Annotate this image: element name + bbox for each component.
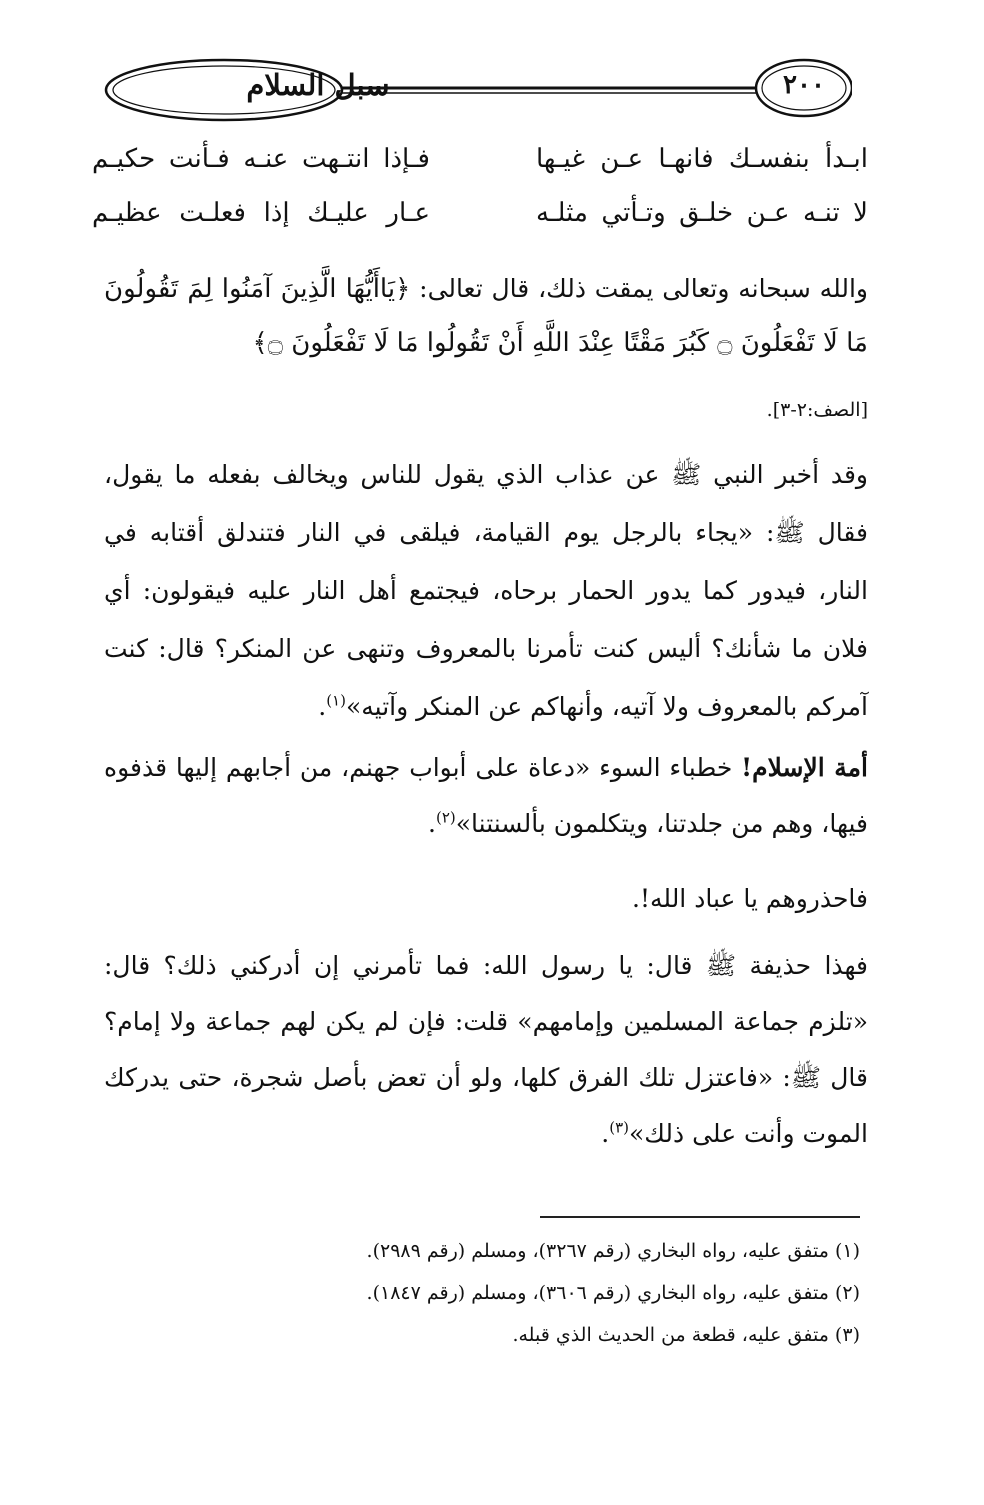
paragraph-warning (104, 740, 868, 852)
quran-verse: ﴿يَاأَيُّهَا الَّذِينَ آمَنُوا لِمَ تَقُولُونَ مَا لَا تَفْعَلُونَ ۝ كَبُرَ مَقْتًا عِنْدَ اللَّهِ أَنْ تَقُولُوا مَا لَا تَفْعَلُونَ ۝﴾ (104, 274, 868, 358)
poem-hemistich-first: لا تنـه عـن خلـق وتـأتي مثلـه (536, 198, 868, 228)
poem-hemistich-second: عـار عليـك إذا فعلـت عظيـم (92, 198, 430, 228)
paragraph-hudhayfa (104, 938, 868, 1162)
page-header (100, 52, 852, 124)
poem-hemistich-second: فـإذا انتـهت عنـه فـأنت حكيـم (92, 144, 430, 174)
paragraph-exhortation: فاحذروهم يا عباد الله!. (632, 884, 868, 913)
paragraph-hadith (104, 446, 868, 736)
poem-hemistich-first: ابـدأ بنفسـك فانهـا عـن غيـها (536, 144, 868, 174)
paragraph-end: . (318, 692, 327, 721)
paragraph-text: والله سبحانه وتعالى يمقت ذلك، قال تعالى: (410, 274, 869, 303)
poem-verse (92, 136, 868, 182)
footnote-marker: (٣) (609, 1118, 630, 1137)
footnote-marker: (١) (326, 691, 346, 710)
footnote-separator (540, 1216, 860, 1218)
running-title: سبل السلام (246, 68, 390, 102)
footnote-marker: (٢) (435, 808, 456, 827)
paragraph-end: . (601, 1119, 610, 1148)
paragraph-text: فهذا حذيفة ﷺ قال: يا رسول الله: فما تأمرني إن أدركني ذلك؟ قال: «تلزم جماعة المسلمين وإمامهم» قلت: فإن لم يكن لهم جماعة ولا إمام؟ قال ﷺ: «فاعتزل تلك الفرق كلها، ولو أن تعض بأصل شجرة، حتى يدركك الموت وأنت على ذلك» (104, 951, 868, 1148)
paragraph-text: وقد أخبر النبي ﷺ عن عذاب الذي يقول للناس ويخالف بفعله ما يقول، فقال ﷺ: «يجاء بالرجل يوم القيامة، فيلقى في النار فتندلق أقتابه في النار، فيدور كما يدور الحمار برحاه، فيجتمع أهل النار عليه فيقولون: أي فلان ما شأنك؟ أليس كنت تأمرنا بالمعروف وتنهى عن المنكر؟ قال: كنت آمركم بالمعروف ولا آتيه، وأنهاكم عن المنكر وآتيه» (104, 460, 868, 721)
footnote: (١) متفق عليه، رواه البخاري (رقم ٣٢٦٧)، ومسلم (رقم ٢٩٨٩). (366, 1240, 860, 1262)
verse-reference: [الصف:٢-٣]. (766, 399, 868, 421)
page-number: ٢٠٠ (783, 70, 825, 100)
footnote: (٢) متفق عليه، رواه البخاري (رقم ٣٦٠٦)، ومسلم (رقم ١٨٤٧). (366, 1282, 860, 1304)
paragraph-end: . (428, 809, 436, 838)
paragraph-text: خطباء السوء «دعاة على أبواب جهنم، من أجابهم إليها قذفوه فيها، وهم من جلدتنا، ويتكلمون بألسنتنا» (104, 753, 868, 838)
poem-verse (92, 190, 868, 236)
paragraph-lead: أمة الإسلام! (741, 753, 868, 782)
paragraph-quran-citation (104, 262, 868, 370)
header-frame (100, 52, 852, 124)
footnote: (٣) متفق عليه، قطعة من الحديث الذي قبله. (512, 1324, 860, 1346)
